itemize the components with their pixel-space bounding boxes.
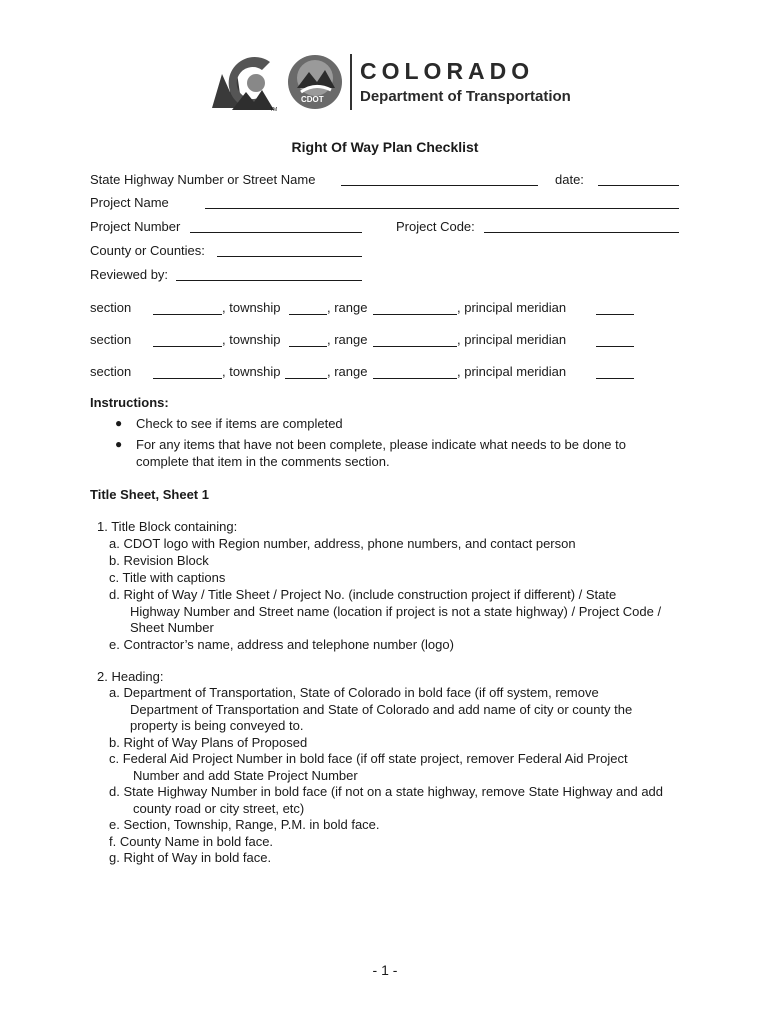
logo-department-text: Department of Transportation <box>360 88 571 105</box>
project-code-label: Project Code: <box>396 219 475 234</box>
bullet-icon: ● <box>115 416 123 430</box>
checklist-subitem: f. County Name in bold face. <box>109 834 274 849</box>
project-number-field[interactable] <box>190 232 362 233</box>
checklist-subitem-continued: property is being conveyed to. <box>130 718 304 733</box>
range-field[interactable] <box>373 346 457 347</box>
checklist-subitem-continued: county road or city street, etc) <box>133 801 305 816</box>
trademark-mark: TM <box>270 107 278 113</box>
meridian-field[interactable] <box>596 378 634 379</box>
checklist-subitem: a. CDOT logo with Region number, address, phone numbers, and contact person <box>109 536 576 551</box>
project-name-label: Project Name <box>90 195 169 210</box>
reviewed-by-field[interactable] <box>176 280 362 281</box>
state-highway-field[interactable] <box>341 185 538 186</box>
checklist-subitem-continued: Highway Number and Street name (location if project is not a state highway) / Project Code / <box>130 604 662 619</box>
checklist-subitem: b. Right of Way Plans of Proposed <box>109 735 308 750</box>
logo-colorado-text: COLORADO <box>360 58 535 84</box>
checklist-subitem: d. Right of Way / Title Sheet / Project No. (include construction project if different) / State <box>109 587 617 602</box>
township-field[interactable] <box>289 314 327 315</box>
project-name-field[interactable] <box>205 208 679 209</box>
township-label: , township <box>222 300 281 315</box>
logo-divider <box>350 54 352 110</box>
township-label: , township <box>222 364 281 379</box>
checklist-subitem-continued: Department of Transportation and State of Colorado and add name of city or county the <box>130 702 633 717</box>
bullet-icon: ● <box>115 437 123 451</box>
checklist-subitem: e. Section, Township, Range, P.M. in bold face. <box>109 817 380 832</box>
state-highway-label: State Highway Number or Street Name <box>90 172 316 187</box>
meridian-label: , principal meridian <box>457 332 567 347</box>
page-number: - 1 - <box>372 962 398 978</box>
date-field[interactable] <box>598 185 679 186</box>
checklist-subitem: b. Revision Block <box>109 553 209 568</box>
section-field[interactable] <box>153 346 222 347</box>
township-field[interactable] <box>289 346 327 347</box>
range-label: , range <box>327 332 368 347</box>
range-field[interactable] <box>373 314 457 315</box>
county-field[interactable] <box>217 256 362 257</box>
project-code-field[interactable] <box>484 232 679 233</box>
colorado-c-mountain-icon <box>212 52 288 114</box>
section-label: section <box>90 364 132 379</box>
checklist-item-heading: 2. Heading: <box>97 669 164 684</box>
checklist-subitem: a. Department of Transportation, State of Colorado in bold face (if off system, remove <box>109 685 599 700</box>
range-field[interactable] <box>373 378 457 379</box>
cdot-badge-text: CDOT <box>301 95 324 104</box>
page-title: Right Of Way Plan Checklist <box>291 139 479 155</box>
date-label: date: <box>555 172 584 187</box>
reviewed-by-label: Reviewed by: <box>90 267 169 282</box>
checklist-subitem: g. Right of Way in bold face. <box>109 850 272 865</box>
section-field[interactable] <box>153 378 222 379</box>
checklist-subitem: d. State Highway Number in bold face (if not on a state highway, remove State Highway and add <box>109 784 664 799</box>
range-label: , range <box>327 300 368 315</box>
title-sheet-heading: Title Sheet, Sheet 1 <box>90 487 209 502</box>
township-field[interactable] <box>285 378 327 379</box>
checklist-subitem: e. Contractor’s name, address and telephone number (logo) <box>109 637 454 652</box>
instruction-item: Check to see if items are completed <box>136 416 343 431</box>
county-label: County or Counties: <box>90 243 205 258</box>
meridian-field[interactable] <box>596 346 634 347</box>
meridian-label: , principal meridian <box>457 300 567 315</box>
meridian-field[interactable] <box>596 314 634 315</box>
checklist-item-title-block: 1. Title Block containing: <box>97 519 238 534</box>
meridian-label: , principal meridian <box>457 364 567 379</box>
instructions-heading: Instructions: <box>90 395 169 410</box>
checklist-subitem: c. Federal Aid Project Number in bold face (if off state project, remover Federal Aid Project <box>109 751 628 766</box>
instruction-item-continued: complete that item in the comments section. <box>136 454 390 469</box>
checklist-subitem-continued: Number and add State Project Number <box>133 768 358 783</box>
instruction-item: For any items that have not been complete, please indicate what needs to be done to <box>136 437 626 452</box>
section-field[interactable] <box>153 314 222 315</box>
section-label: section <box>90 300 132 315</box>
checklist-subitem: c. Title with captions <box>109 570 226 585</box>
range-label: , range <box>327 364 368 379</box>
section-label: section <box>90 332 132 347</box>
checklist-subitem-continued: Sheet Number <box>130 620 214 635</box>
project-number-label: Project Number <box>90 219 181 234</box>
township-label: , township <box>222 332 281 347</box>
